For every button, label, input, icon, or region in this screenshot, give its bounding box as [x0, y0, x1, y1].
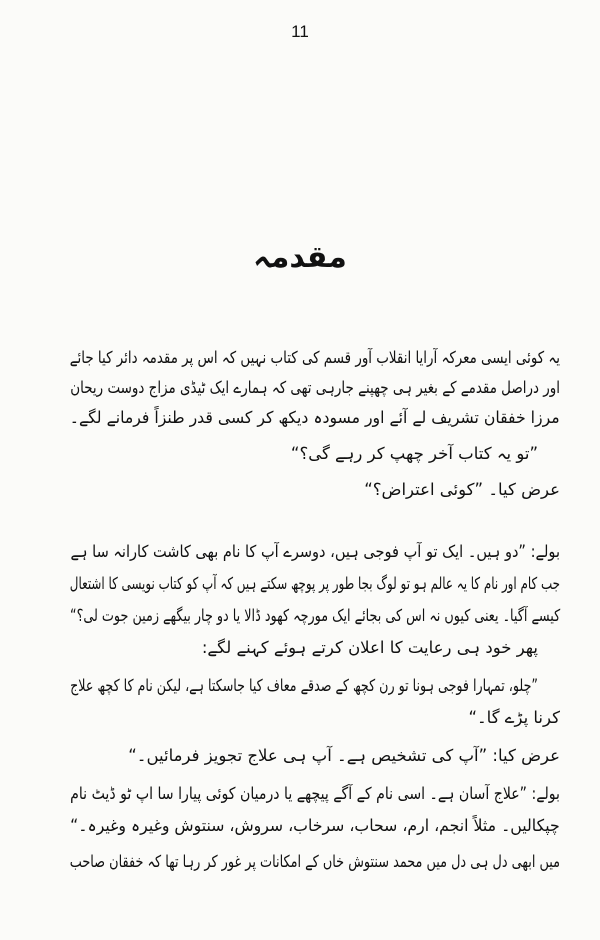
page-number: 11 — [291, 22, 309, 41]
text-line: میں ابھی دل ہی دل میں محمد سنتوش خاں کے امکانات پر غور کر رہا تھا کہ خفقان صاحب — [69, 852, 561, 871]
chapter-heading: مقدمہ — [253, 240, 347, 275]
text-line: عرض کیا: ”آپ کی تشخیص ہے۔ آپ ہی علاج تجویز فرمائیں۔“ — [128, 746, 560, 765]
text-line: چپکالیں۔ مثلاً انجم، ارم، سحاب، سرخاب، سروش، سنتوش وغیرہ وغیرہ۔“ — [70, 816, 560, 835]
text-line: کیسے آگیا۔ یعنی کیوں نہ اس کی بجائے ایک مورچہ کھود ڈالا یا دو چار بیگھے زمین جوت لی؟“ — [69, 606, 560, 625]
text-line: بولے: ”دو ہیں۔ ایک تو آپ فوجی ہیں، دوسرے آپ کا نام بھی کاشت کارانہ سا ہے — [70, 542, 560, 561]
text-line: عرض کیا۔ ”کوئی اعتراض؟“ — [364, 480, 560, 499]
text-line: جب کام اور نام کا یہ عالم ہو تو لوگ بجا طور پر پوچھ سکتے ہیں کہ آپ کو کتاب نویسی کا اشتعال — [69, 574, 560, 593]
text-line: پھر خود ہی رعایت کا اعلان کرتے ہوئے کہنے لگے: — [201, 638, 538, 657]
text-line: یہ کوئی ایسی معرکہ آرایا انقلاب آور قسم کی کتاب نہیں کہ اس پر مقدمہ دائر کیا جائے — [69, 348, 561, 367]
text-line: کرنا پڑے گا۔“ — [468, 708, 560, 727]
text-line: اور دراصل مقدمے کے بغیر ہی چھپنے جارہی تھی کہ ہمارے ایک ٹیڈی مزاج دوست ریحان — [70, 378, 560, 397]
text-line: مرزا خفقان تشریف لے آئے اور مسودہ دیکھ کر کسی قدر طنزاً فرمانے لگے۔ — [70, 408, 560, 427]
text-line: ”چلو، تمہارا فوجی ہونا تو رن کچھ کے صدقے معاف کیا جاسکتا ہے، لیکن نام کا کچھ علاج — [70, 676, 538, 695]
text-line: بولے: ”علاج آسان ہے۔ اسی نام کے آگے پیچھے یا درمیان کوئی پیارا سا اپ ٹو ڈیٹ نام — [70, 784, 560, 803]
text-line: ”تو یہ کتاب آخر چھپ کر رہے گی؟“ — [290, 444, 538, 463]
